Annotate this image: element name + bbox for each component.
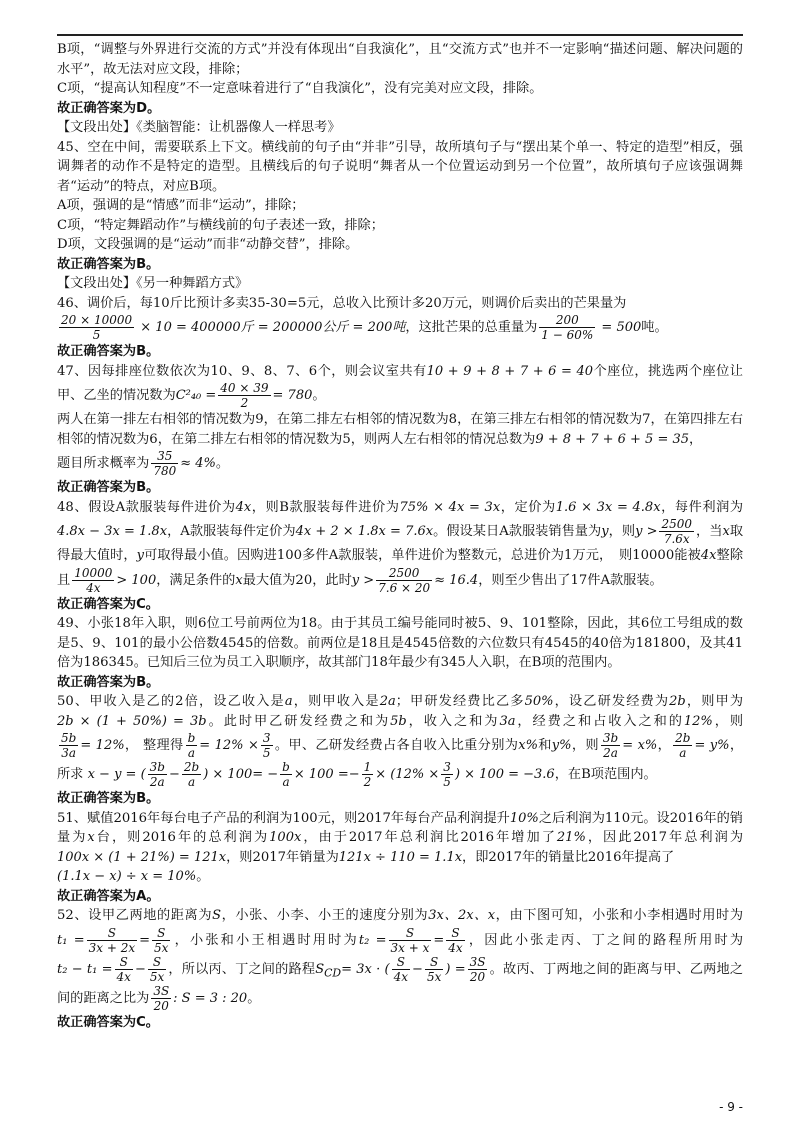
q47-formula-seats: 10 + 9 + 8 + 7 + 6 = 40: [426, 363, 594, 379]
q46-explanation: [57, 294, 743, 314]
q45-option-a: A项，强调的是“情感”而非“运动”，排除；: [57, 198, 305, 213]
q47-explanation-1: 47、因每排座位数依次为10、9、8、7、6个，则会议室共有10 + 9 + 8 + 7 + 6 = 40个座位，挑选两个座位让甲、乙坐的情况数为C²₄₀ = $\frac{40 \times 39}{2}$ = 780。: [57, 363, 743, 410]
q48-formula-inequality: y > $\frac{2500}{7.6x}$: [635, 517, 693, 546]
q47-formula-combination: C²₄₀ = $\frac{40 \times 39}{2}$ = 780: [175, 381, 313, 410]
q49-explanation: 49、小张18年入职，则6位工号前两位为18。由于其员工编号能同时被5、9、101整除，因此，其6位工号组成的数是5、9、101的最小公倍数4545的倍数。前两位是18且是4545倍数的六位数只有4545的40倍为181800，及其41倍为186345。已知后三位为员工入职顺序，故其部门18年最少有345人入职，在B项的范围内。: [57, 616, 743, 670]
q52-answer: 故正确答案为C。: [57, 1014, 159, 1030]
q46-text-1: 46、调价后，每10斤比预计多卖35-30=5元，总收入比预计多20万元，则调价后卖出的芒果量为: [57, 295, 627, 311]
q51-explanation: 51、赋值2016年每台电子产品的利润为100元，则2017年每台产品利润提升10%之后利润为110元。设2016年的销量为x台，则2016年的总利润为100x，由于2017年总利润比2016年增加了21%，因此2017年总利润为100x × (1 + 21%) = 121x，则2017年销量为121x ÷ 110 = 1.1x，即2017年的销量比2016年提高了 (1.1x − x) ÷ x = 10%。: [57, 810, 744, 884]
q49-answer: 故正确答案为B。: [57, 674, 160, 690]
q46-formula-2: $\frac{200}{1 - 60\%}$ = 500: [541, 313, 642, 342]
q45-option-d: D项，文段强调的是“运动”而非“动静交替”，排除。: [57, 237, 359, 252]
q47-explanation-3: 题目所求概率为 $\frac{35}{780}$ ≈ 4%。: [57, 449, 230, 478]
q45-option-c: C项，“特定舞蹈动作”与横线前的句子表述一致，排除；: [57, 217, 384, 233]
q46-equation-line: $\frac{20 \times 10000}{5}$ × 10 = 400000斤 = 200000公斤 = 200吨，这批芒果的总重量为 $\frac{200}{1 - 60\%}$ = 500吨。: [57, 313, 743, 342]
q46-formula-1: $\frac{20 \times 10000}{5}$ × 10 = 400000斤 = 200000公斤 = 200吨: [61, 313, 406, 342]
q45-answer: 故正确答案为B。: [57, 256, 160, 272]
q47-formula-probability: $\frac{35}{780}$ ≈ 4%: [153, 449, 216, 478]
q47-explanation-2: 两人在第一排左右相邻的情况数为9，在第二排左右相邻的情况数为8，在第三排左右相邻的情况数为7，在第四排左右相邻的情况数为6，在第二排左右相邻的情况数为5，则两人左右相邻的情况总数为9 + 8 + 7 + 6 + 5 = 35，: [57, 412, 743, 447]
q50-answer: 故正确答案为B。: [57, 791, 160, 806]
q50-formula-final: x − y = ( $\frac{3b}{2a}$ − $\frac{2b}{a}$ ) × 100= − $\frac{b}{a}$ × 100 =− $\frac{1}{2}$ × (12% × $\frac{3}{5}$ ) × 100 = −3.6: [87, 760, 555, 789]
q50-explanation: 50、甲收入是乙的2倍，设乙收入是a，则甲收入是2a；甲研发经费比乙多50%，设乙研发经费为2b，则甲为 2b × (1 + 50%) = 3b。此时甲乙研发经费之和为5b，收入之和为3a，经费之和占收入之和的12%，则 $\frac{5b}{3a}$ = 12%， 整理得 $\frac{b}{a}$ = 12% × $\frac{3}{5}$ 。甲、乙研发经费占各自收入比重分别为x%和y%，则 $\frac{3b}{2a}$ = x%， $\frac{2b}{a}$ = y%，所求 x − y = ( $\frac{3b}{2a}$ − $\frac{2b}{a}$ ) × 100= − $\frac{b}{a}$ × 100 =− $\frac{1}{2}$ × (12% × $\frac{3}{5}$ ) × 100 = −3.6，在B项范围内。: [57, 694, 744, 789]
q45-source: 【文段出处】《另一种舞蹈方式》: [57, 276, 249, 291]
q46-answer: 故正确答案为B。: [57, 344, 160, 359]
page-number: - 9 -: [719, 1100, 743, 1114]
q47-answer: 故正确答案为B。: [57, 480, 160, 495]
q51-answer: 故正确答案为A。: [57, 888, 160, 904]
q44-option-b: B项，“调整与外界进行交流的方式”并没有体现出“自我演化”，且“交流方式”也并不一定影响“描述问题、解决问题的水平”，故无法对应文段，排除；: [57, 42, 743, 77]
q44-source: 【文段出处】《类脑智能：让机器像人一样思考》: [57, 120, 341, 135]
q47-formula-sum: 9 + 8 + 7 + 6 + 5 = 35: [535, 431, 690, 447]
q44-answer: 故正确答案为D。: [57, 100, 161, 116]
q45-explanation: 45、空在中间，需要联系上下文。横线前的句子由“并非”引导，故所填句子与“摆出某个单一、特定的造型”相反，强调舞者的动作不是特定的造型。且横线后的句子说明“舞者从一个位置运动到另一个位置”，故所填句子应该强调舞者“运动”的特点，对应B项。: [57, 139, 743, 194]
header-rule: [57, 34, 743, 36]
q48-answer: 故正确答案为C。: [57, 596, 159, 612]
document-body: [57, 40, 743, 1032]
q44-option-c: C项，“提高认知程度”不一定意味着进行了“自我演化”，没有完美对应文段，排除。: [57, 81, 543, 96]
q52-explanation: 52、设甲乙两地的距离为S，小张、小李、小王的速度分别为3x、2x、x，由下图可知，小张和小李相遇时用时为 t₁ = $\frac{S}{3x + 2x}$ = $\frac{S}{5x}$ ，小张和小王相遇时用时为t₂ = $\frac{S}{3x + x}$ = $\frac{S}{4x}$ ，因此小张走丙、丁之间的路程所用时为 t₂ − t₁ = $\frac{S}{4x}$ − $\frac{S}{5x}$ ，所以丙、丁之间的路程$S_{CD}= 3x$ · ( $\frac{S}{4x}$ − $\frac{S}{5x}$ ) = $\frac{3S}{20}$ 。故丙、丁两地之间的距离与甲、乙两地之间的距离之比为 $\frac{3S}{20}$ : S = 3 : 20。: [57, 908, 744, 1013]
q48-explanation: 48、假设A款服装每件进价为4x，则B款服装每件进价为75% × 4x = 3x，定价为1.6 × 3x = 4.8x，每件利润为 4.8x − 3x = 1.8x，A款服装每件定价为4x + 2 × 1.8x = 7.6x。假设某日A款服装销售量为y，则y > $\frac{2500}{7.6x}$ ，当x取得最大值时，y可取得最小值。因购进100多件A款服装，单件进价为整数元，总进价为1万元， 则10000能被4x整除且 $\frac{10000}{4x}$ > 100，满足条件的x最大值为20，此时y > $\frac{2500}{7.6 \times 20}$ ≈ 16.4，则至少售出了17件A款服装。: [57, 499, 744, 595]
